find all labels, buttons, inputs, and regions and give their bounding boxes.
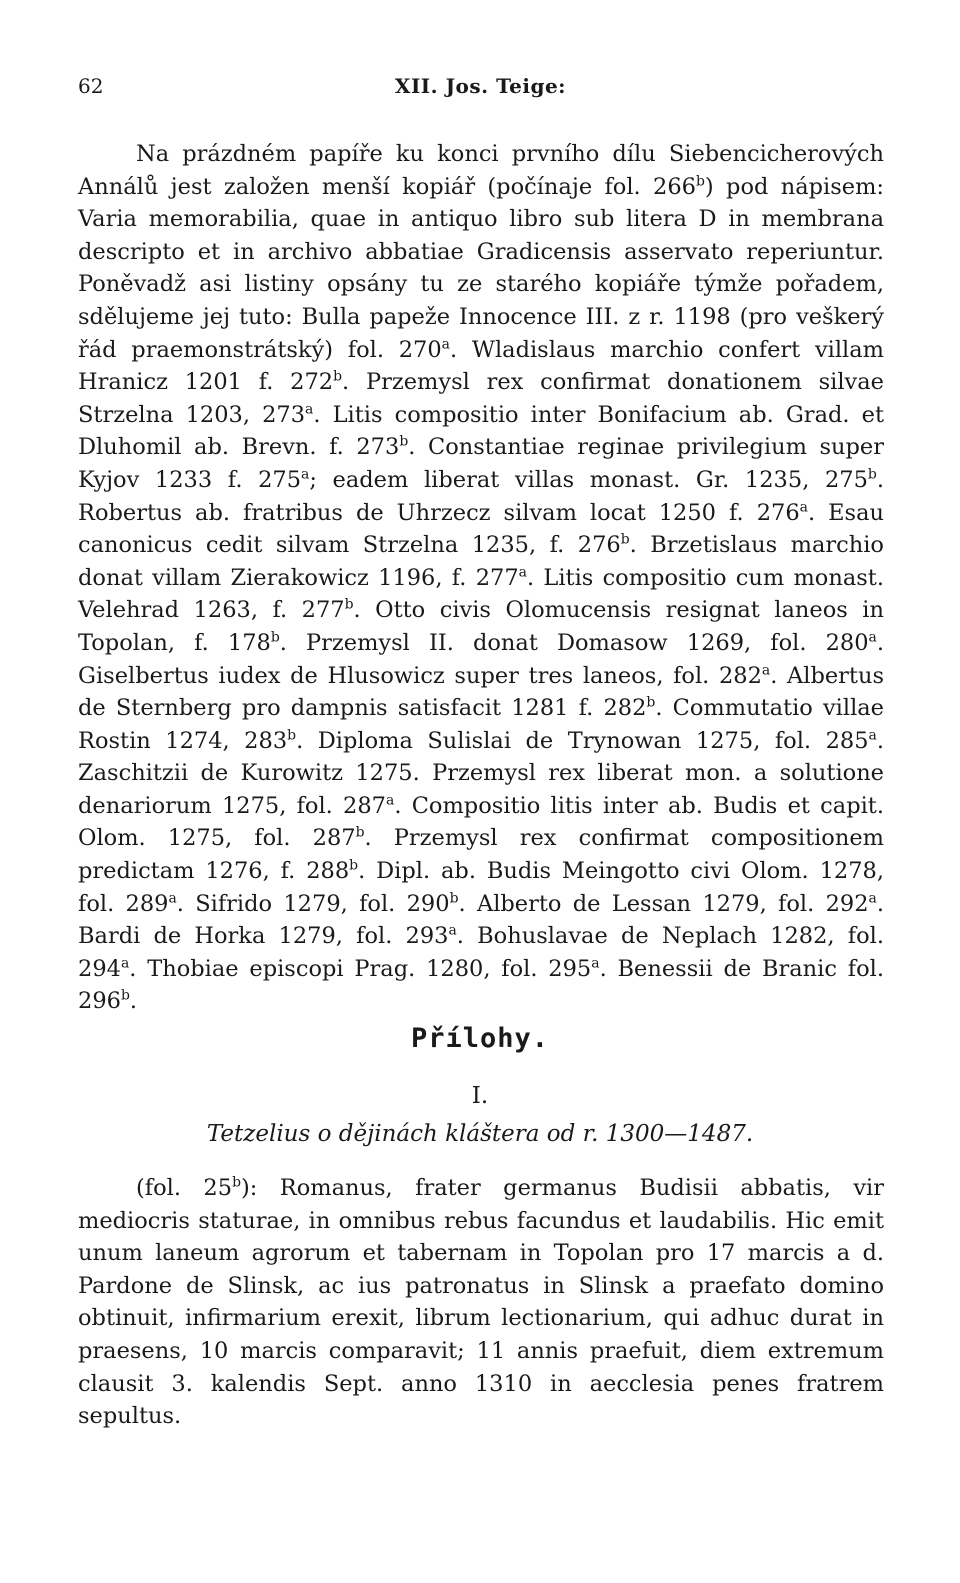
section-number: I. bbox=[471, 1083, 489, 1109]
section-subtitle: Tetzelius o dějinách kláštera od r. 1300—1487. bbox=[206, 1121, 754, 1147]
main-paragraph: Na prázdném papíře ku konci prvního dílu Siebencicherových Annálů jest založen menší kopiář (počínaje fol. 266$^b$) pod nápisem: Varia memorabilia, quae in antiquo libro sub litera D in membrana descripto et in archivo abbatiae Gradicensis asservato reperiuntur. Poněvadž asi listiny opsány tu ze starého kopiáře týmže pořadem, sdělujeme jej tuto: Bulla papeže Innocence III. z r. 1198 (pro veškerý řád praemonstrátský) fol. 270$^a$. Wladislaus marchio confert villam Hranicz 1201 f. 272$^b$. Przemysl rex confirmat donationem silvae Strzelna 1203, 273$^a$. Litis compositio inter Bonifacium ab. Grad. et Dluhomil ab. Brevn. f. 273$^b$. Constantiae reginae privilegium super Kyjov 1233 f. 275$^a$; eadem liberat villas monast. Gr. 1235, 275$^b$. Robertus ab. fratribus de Uhrzecz silvam locat 1250 f. 276$^a$. Esau canonicus cedit silvam Strzelna 1235, f. 276$^b$. Brzetislaus marchio donat villam Zierakowicz 1196, f. 277$^a$. Litis compositio cum monast. Velehrad 1263, f. 277$^b$. Otto civis Olomucensis resignat laneos in Topolan, f. 178$^b$. Przemysl II. donat Domasow 1269, fol. 280$^a$. Giselbertus iudex de Hlusowicz super tres laneos, fol. 282$^a$. Albertus de Sternberg pro dampnis satisfacit 1281 f. 282$^b$. Commutatio villae Rostin 1274, 283$^b$. Diploma Sulislai de Trynowan 1275, fol. 285$^a$. Zaschitzii de Kurowitz 1275. Przemysl rex liberat mon. a solutione denariorum 1275, fol. 287$^a$. Compositio litis inter ab. Budis et capit. Olom. 1275, fol. 287$^b$. Przemysl rex confirmat compositionem predictam 1276, f. 288$^b$. Dipl. ab. Budis Meingotto civi Olom. 1278, fol. 289$^a$. Sifrido 1279, fol. 290$^b$. Alberto de Lessan 1279, fol. 292$^a$. Bardi de Horka 1279, fol. 293$^a$. Bohuslavae de Neplach 1282, fol. 294$^a$. Thobiae episcopi Prag. 1280, fol. 295$^a$. Benessii de Branic fol. 296$^b$. bbox=[78, 141, 885, 1015]
page-header bbox=[78, 70, 883, 104]
tetzelius-paragraph: (fol. 25$^b$): Romanus, frater germanus Budisii abbatis, vir mediocris staturae, in omnibus rebus facundus et laudabilis. Hic emit unum laneum agrorum et tabernam in Topolan pro 17 marcis a d. Pardone de Slinsk, ac ius patronatus in Slinsk a praefato domino obtinuit, infirmarium erexit, librum lectionarium, qui adhuc durat in praesens, 10 marcis comparavit; 11 annis praefuit, diem extremum clausit 3. kalendis Sept. anno 1310 in aecclesia penes fratrem sepultus. bbox=[78, 1174, 884, 1430]
section-heading: Přílohy. bbox=[410, 1023, 550, 1054]
page-number: 62 bbox=[78, 74, 104, 98]
running-title: XII. Jos. Teige: bbox=[394, 74, 567, 98]
